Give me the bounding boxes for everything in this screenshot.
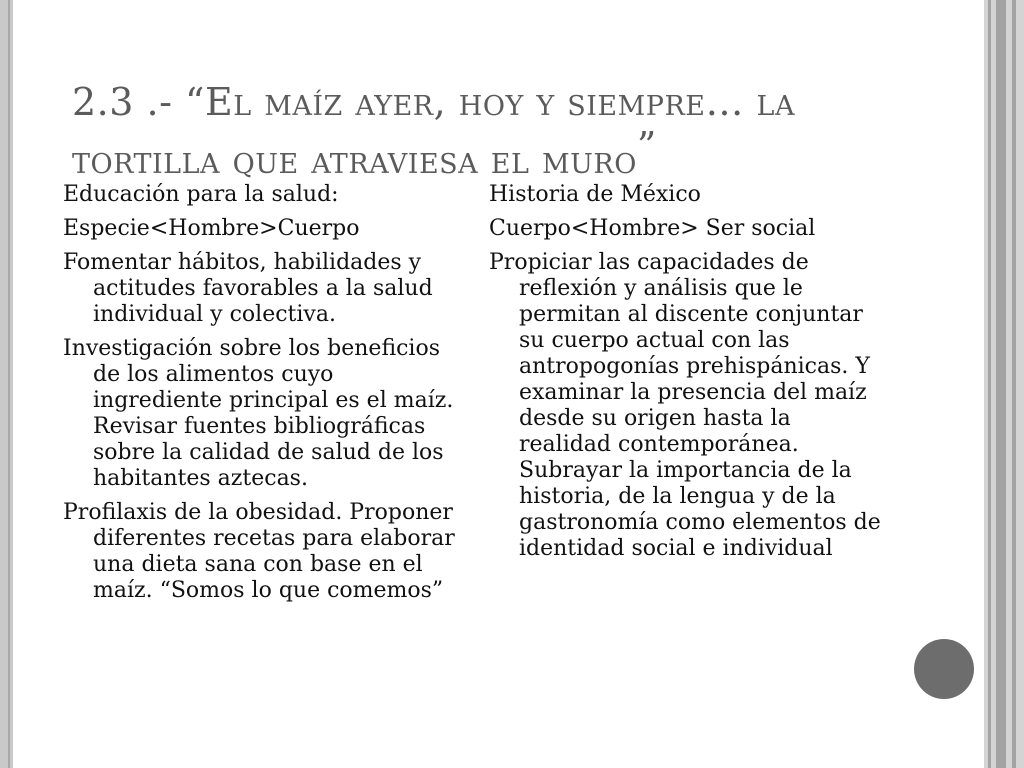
left-column [63,182,463,612]
right-frame-stripe [1012,0,1016,768]
right-paragraph: Propiciar las capacidades de reflexión y análisis que le permitan al discente conjuntar su cuerpo actual con las antropogonías prehispánicas. Y examinar la presencia del maíz desde su origen hasta la realidad contemporánea. Subrayar la importancia de la historia, de la lengua y de la gastronomía como elementos de identidad social e individual [489,250,881,561]
left-paragraph: Educación para la salud: [63,182,339,207]
title-line2: tortilla que atraviesa el muro [72,138,637,183]
right-frame-border [984,0,1024,768]
left-frame-border [0,0,13,768]
left-paragraph: Especie<Hombre>Cuerpo [63,216,360,241]
slide-decoration-circle [914,639,974,699]
right-frame-stripe [988,0,991,768]
slide-title [72,73,952,189]
right-paragraph: Cuerpo<Hombre> Ser social [489,216,816,241]
title-number: 2.3 .- “ [72,80,205,125]
left-paragraph: Profilaxis de la obesidad. Proponer diferentes recetas para elaborar una dieta sana con base en el maíz. “Somos lo que comemos” [63,500,455,603]
right-column [489,182,889,570]
left-paragraph: Investigación sobre los beneficios de los alimentos cuyo ingrediente principal es el maíz. Revisar fuentes bibliográficas sobre la calidad de salud de los habitantes aztecas. [63,336,454,491]
left-paragraph: Fomentar hábitos, habilidades y actitudes favorables a la salud individual y colectiva. [63,250,433,327]
right-paragraph: Historia de México [489,182,701,207]
title-first-letter: E [204,80,234,125]
title-closing-quote: ” [636,124,657,169]
right-frame-stripe [996,0,1006,768]
title-line1: l maíz ayer, hoy y siempre… la [233,80,795,125]
left-frame-line [8,0,10,768]
